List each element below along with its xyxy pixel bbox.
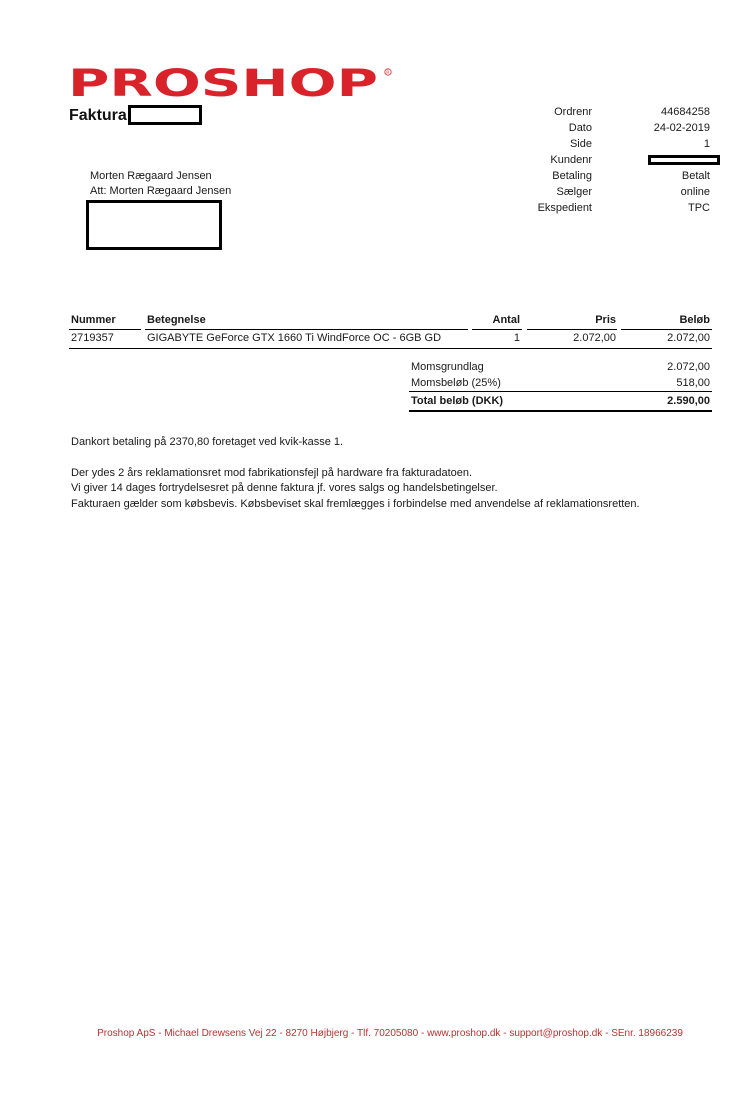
customer-address: [90, 169, 231, 199]
col-header-betegnelse: Betegnelse: [147, 314, 206, 326]
meta-label: Sælger: [556, 186, 592, 198]
invoice-meta: [520, 104, 712, 216]
redaction-box-invoice-number: [128, 105, 202, 125]
meta-row-kundenr: [520, 152, 712, 168]
totals-momsbelob-label: Momsbeløb (25%): [411, 377, 501, 389]
document-title: Faktura: [69, 107, 127, 124]
header-underline: [621, 329, 712, 330]
meta-label: Ordrenr: [554, 106, 592, 118]
meta-row-betaling: [520, 168, 712, 184]
meta-label: Betaling: [552, 170, 592, 182]
meta-label: Dato: [568, 122, 592, 134]
note-payment: Dankort betaling på 2370,80 foretaget ved kvik-kasse 1.: [71, 436, 344, 448]
proshop-logo: [68, 66, 396, 102]
totals-total-label: Total beløb (DKK): [411, 395, 504, 407]
footer-company-info: Proshop ApS - Michael Drewsens Vej 22 - 8270 Højbjerg - Tlf. 70205080 - www.proshop.dk - support@proshop.dk - SEnr. 18966239: [97, 1028, 683, 1039]
meta-value: Betalt: [681, 170, 710, 182]
redaction-box-address: [86, 200, 222, 250]
meta-row-side: [520, 136, 712, 152]
meta-value: TPC: [688, 202, 710, 214]
meta-row-ordrenr: [520, 104, 712, 120]
totals-total-value: 2.590,00: [667, 395, 710, 407]
totals-momsbelob-value: 518,00: [676, 377, 710, 389]
meta-value: 1: [703, 138, 710, 150]
header-underline: [527, 329, 617, 330]
customer-att: Att: Morten Rægaard Jensen: [90, 185, 232, 197]
table-cell-pris: 2.072,00: [573, 332, 616, 344]
col-header-antal: Antal: [492, 314, 520, 326]
svg-text:R: R: [386, 70, 390, 76]
meta-value: 44684258: [661, 106, 710, 118]
note-return-policy: Vi giver 14 dages fortrydelsesret på denne faktura jf. vores salgs og handelsbetingelser.: [71, 482, 498, 494]
header-underline: [69, 329, 141, 330]
meta-value: 24-02-2019: [653, 122, 710, 134]
table-cell-nummer: 2719357: [71, 332, 114, 344]
col-header-pris: Pris: [595, 314, 616, 326]
note-warranty: Der ydes 2 års reklamationsret mod fabrikationsfejl på hardware fra fakturadatoen.: [71, 466, 473, 479]
meta-label: Ekspedient: [537, 202, 592, 214]
meta-value: online: [680, 186, 710, 198]
meta-row-saelger: [520, 184, 712, 200]
invoice-notes: [71, 435, 711, 512]
table-cell-belob: 2.072,00: [667, 332, 710, 344]
header-underline: [145, 329, 468, 330]
customer-name: Morten Rægaard Jensen: [90, 170, 212, 182]
header-underline: [472, 329, 522, 330]
table-cell-betegnelse: GIGABYTE GeForce GTX 1660 Ti WindForce OC - 6GB GD: [147, 332, 442, 344]
meta-row-dato: [520, 120, 712, 136]
logo-wordmark: PROSHOP: [68, 66, 378, 102]
totals-rule: [409, 391, 712, 392]
note-receipt: Fakturaen gælder som købsbevis. Købsbeviset skal fremlægges i forbindelse med anvendelse af reklamationsretten.: [71, 497, 640, 510]
table-bottom-rule: [69, 348, 712, 349]
meta-row-ekspedient: [520, 200, 712, 216]
redaction-box-customer-number: [648, 155, 720, 165]
table-cell-antal: 1: [513, 332, 520, 344]
meta-label: Side: [569, 138, 592, 150]
totals-momsgrundlag-value: 2.072,00: [667, 361, 710, 373]
totals-double-rule: [409, 410, 712, 412]
proshop-logo-image: [68, 66, 396, 102]
col-header-belob: Beløb: [679, 314, 710, 326]
meta-label: Kundenr: [550, 154, 592, 166]
col-header-nummer: Nummer: [71, 314, 116, 326]
totals-momsgrundlag-label: Momsgrundlag: [411, 361, 484, 373]
